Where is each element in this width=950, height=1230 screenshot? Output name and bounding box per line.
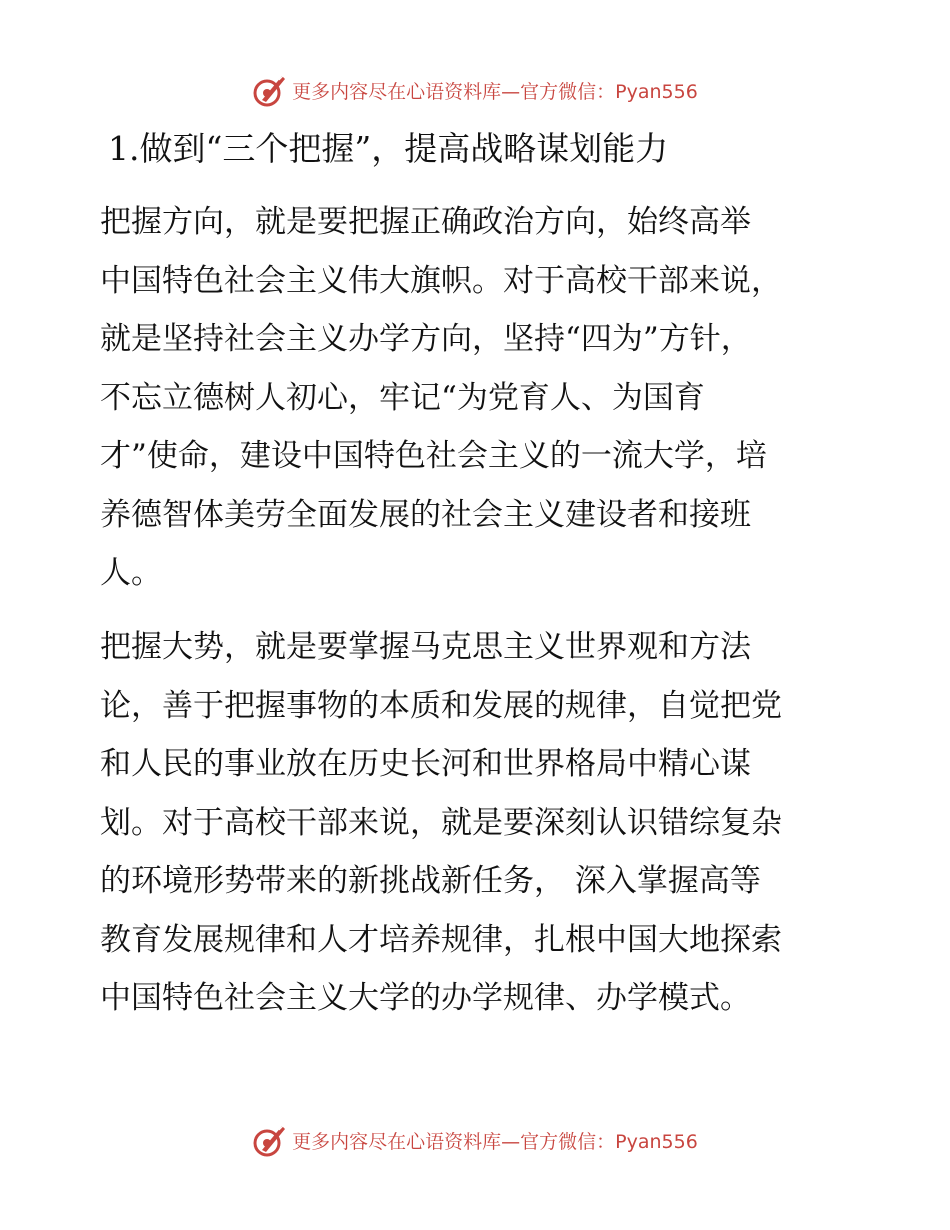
quill-logo-icon (252, 1122, 288, 1158)
paragraph-line: 和人民的事业放在历史长河和世界格局中精心谋 (100, 746, 751, 782)
paragraph-line: 中国特色社会主义伟大旗帜。对于高校干部来说， (100, 262, 782, 299)
section-title: 1.做到“三个把握”，提高战略谋划能力 (108, 129, 669, 168)
footer-banner (0, 1120, 950, 1160)
paragraph (100, 193, 860, 603)
paragraph-line: 教育发展规律和人才培养规律，扎根中国大地探索 (100, 921, 782, 958)
quill-logo-icon (252, 72, 288, 108)
paragraph-line: 就是坚持社会主义办学方向，坚持“四为”方针， (100, 321, 752, 357)
paragraph-line: 才”使命，建设中国特色社会主义的一流大学，培 (100, 438, 767, 474)
paragraph-line: 养德智体美劳全面发展的社会主义建设者和接班 (100, 496, 751, 533)
paragraph-line: 把握大势，就是要掌握马克思主义世界观和方法 (100, 629, 751, 665)
paragraph-line: 划。对于高校干部来说，就是要深刻认识错综复杂 (100, 804, 782, 841)
paragraph-line: 论，善于把握事物的本质和发展的规律，自觉把党 (100, 687, 782, 724)
paragraph-line: 中国特色社会主义大学的办学规律、办学模式。 (100, 980, 751, 1016)
paragraph-line: 不忘立德树人初心，牢记“为党育人、为国育 (100, 379, 705, 416)
paragraph (100, 618, 860, 1028)
banner-text: 更多内容尽在心语资料库—官方微信：Pyan556 (292, 80, 698, 103)
paragraph-line: 的环境形势带来的新挑战新任务， 深入掌握高等 (100, 863, 761, 899)
paragraph-line: 把握方向，就是要把握正确政治方向，始终高举 (100, 204, 751, 240)
banner-text: 更多内容尽在心语资料库—官方微信：Pyan556 (292, 1130, 698, 1153)
paragraph-line: 人。 (100, 555, 162, 591)
header-banner (0, 70, 950, 110)
